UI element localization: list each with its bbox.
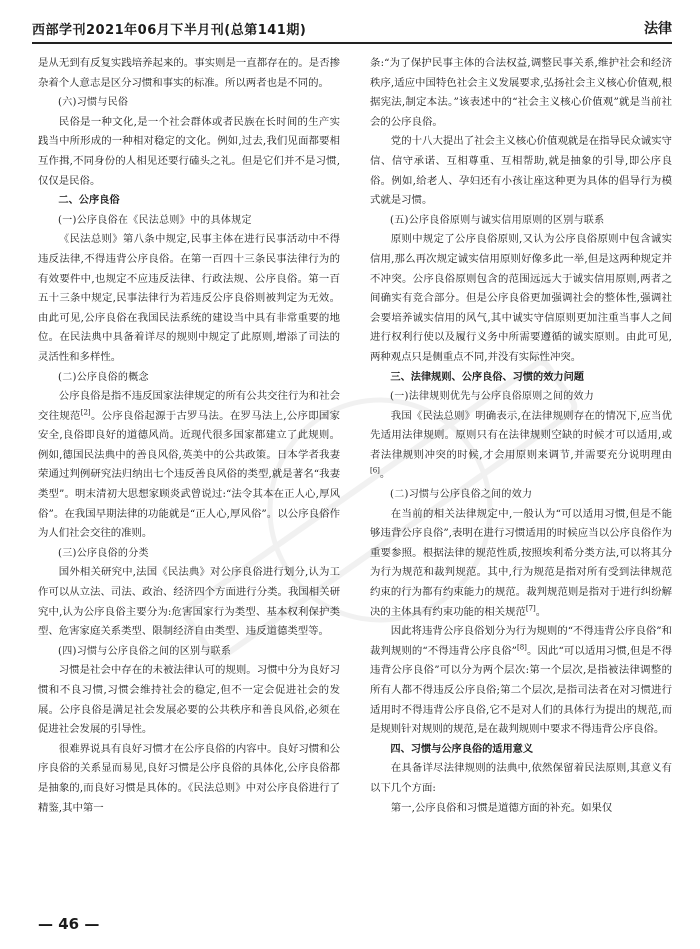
section-heading: 二、公序良俗	[58, 195, 120, 207]
citation-marker: [2]	[80, 408, 91, 417]
paragraph: 国外相关研究中,法国《民法典》对公序良俗进行划分,认为工作可以从立法、司法、政治、经济四个方面进行分类。我国相关研究中,认为公序良俗主要分为:危害国家行为类型、基本权利保护类型、危害家庭关系类型、限制经济自由类型、违反道德类型等。	[38, 566, 340, 638]
subsection-heading: (五)公序良俗原则与诚实信用原则的区别与联系	[390, 214, 605, 226]
subsection-heading: (三)公序良俗的分类	[58, 547, 149, 559]
paragraph: 第一,公序良俗和习惯是道德方面的补充。如果仅	[390, 801, 613, 814]
paragraph: 在具备详尽法律规则的法典中,依然保留着民法原则,其意义有以下几个方面:	[370, 762, 672, 794]
paragraph: 习惯是社会中存在的未被法律认可的规则。习惯中分为良好习惯和不良习惯,习惯会维持社会的稳定,但不一定会促进社会的发展。公序良俗是满足社会发展必要的公共秩序和善良风俗,必须在促进社会发展的引导性。	[38, 664, 340, 736]
paragraph: 党的十八大提出了社会主义核心价值观就是在指导民众诚实守信、信守承诺、互相尊重、互相帮助,就是抽象的引导,即公序良俗。例如,给老人、孕妇还有小孩让座这种更为具体的倡导行为模式就是习惯。	[370, 135, 672, 207]
subsection-heading: (四)习惯与公序良俗之间的区别与联系	[58, 645, 232, 657]
left-column	[38, 54, 340, 818]
subsection-heading: (一)法律规则优先与公序良俗原则之间的效力	[390, 391, 595, 403]
paragraph: 很难界说具有良好习惯才在公序良俗的内容中。良好习惯和公序良俗的关系显而易见,良好习惯是公序良俗的具体化,公序良俗都是抽象的,而良好习惯是具体的。《民法总则》中对公序良俗进行了精鉴,其中第一	[38, 742, 340, 814]
paragraph: 我国《民法总则》明确表示,在法律规则存在的情况下,应当优先适用法律规则。原则只有在法律规则空缺的时候才可以适用,或者法律规则冲突的时候,才会用原则来调节,并需要充分说明理由[6]。	[370, 409, 672, 481]
citation-marker: [7]	[525, 604, 536, 613]
paragraph: 因此将违背公序良俗划分为行为规则的“不得违背公序良俗”和裁判规则的“不得违背公序良俗”[8]。因此“可以适用习惯,但是不得违背公序良俗”可以分为两个层次:第一个层次,是指被法律调整的所有人都不得违反公序良俗;第二个层次,是指司法者在对习惯进行适用时不得违背公序良俗,它不是对人们的具体行为提出的规范,而是规则针对规则的规范,是在裁判规则中要求不得违背公序良俗。	[370, 625, 672, 736]
paragraph: 是从无到有反复实践培养起来的。事实则是一直都存在的。是否掺杂着个人意志是区分习惯和事实的标准。所以两者也是不同的。	[38, 57, 340, 89]
paragraph: 条:“为了保护民事主体的合法权益,调整民事关系,维护社会和经济秩序,适应中国特色社会主义发展要求,弘扬社会主义核心价值观,根据宪法,制定本法。”该表述中的“社会主义核心价值观”就是当前社会的公序良俗。	[370, 57, 672, 128]
journal-title: 西部学刊2021年06月下半月刊(总第141期)	[32, 23, 307, 38]
section-heading: 四、习惯与公序良俗的适用意义	[390, 743, 534, 755]
paragraph: 公序良俗是指不违反国家法律规定的所有公共交往行为和社会交往规范[2]。公序良俗起源于古罗马法。在罗马法上,公序即国家安全,良俗即良好的道德风尚。近现代很多国家都建立了此规则。例如,德国民法典中的善良风俗,英美中的公共政策。日本学者我妻荣通过判例研究法归纳出七个违反善良风俗的类型,就是著名“我妻类型”。明末清初大思想家顾炎武曾说过:“法令其本在正人心,厚风俗”。在我国早期法律的功能就是“正人心,厚风俗”。以公序良俗作为人们社会交往的准则。	[38, 390, 341, 540]
paragraph: 《民法总则》第八条中规定,民事主体在进行民事活动中不得违反法律,不得违背公序良俗。在第一百四十三条民事法律行为的有效要件中,也规定不应违反法律、行政法规、公序良俗。第一百五十三条中规定,民事法律行为若违反公序良俗则被判定为无效。由此可见,公序良俗在我国民法系统的建设当中具有非常重要的地位。在民法典中具备着详尽的规则中规定了此原则,增添了司法的灵活性和多样性。	[38, 233, 340, 363]
section-label: 法律	[644, 21, 672, 37]
subsection-heading: (二)习惯与公序良俗之间的效力	[390, 489, 533, 501]
citation-marker: [6]	[370, 467, 380, 475]
right-column	[370, 54, 672, 818]
subsection-heading: (六)习惯与民俗	[58, 97, 129, 109]
paragraph: 原则中规定了公序良俗原则,又认为公序良俗原则中包含诚实信用,那么再次规定诚实信用原则好像多此一举,但是这两种规定并不冲突。公序良俗原则包含的范围远远大于诚实信用原则,两者之间确实有竞合部分。但是公序良俗更加强调社会的整体性,强调社会要培养诚实信用的风气,其中诚实守信原则更加注重当事人之间进行权利行使以及履行义务中所需要遵循的诚实原则。由此可见,两种观点只是侧重点不同,并没有实际性冲突。	[370, 233, 672, 363]
page-header	[32, 16, 672, 44]
paragraph: 民俗是一种文化,是一个社会群体或者民族在长时间的生产实践当中所形成的一种相对稳定的文化。例如,过去,我们见面都要相互作揖,不同身份的人相见还要行磕头之礼。但是它们并不是习惯,仅仅是民俗。	[38, 115, 340, 187]
subsection-heading: (一)公序良俗在《民法总则》中的具体规定	[58, 214, 252, 226]
citation-marker: [8]	[517, 643, 527, 652]
page-number: — 46 —	[38, 915, 100, 933]
paragraph: 在当前的相关法律规定中,一般认为“可以适用习惯,但是不能够违背公序良俗”,表明在进行习惯适用的时候应当以公序良俗作为重要参照。根据法律的规范性质,按照埃利希分类方法,可以将其分为行为规范和裁判规范。其中,行为规范是指对所有受到法律规范约束的行为都有约束能力的规范。裁判规范则是指对于进行纠纷解决的主体具有约束功能的相关规范[7]。	[370, 507, 672, 618]
subsection-heading: (二)公序良俗的概念	[58, 371, 149, 383]
section-heading: 三、法律规则、公序良俗、习惯的效力问题	[390, 371, 584, 383]
